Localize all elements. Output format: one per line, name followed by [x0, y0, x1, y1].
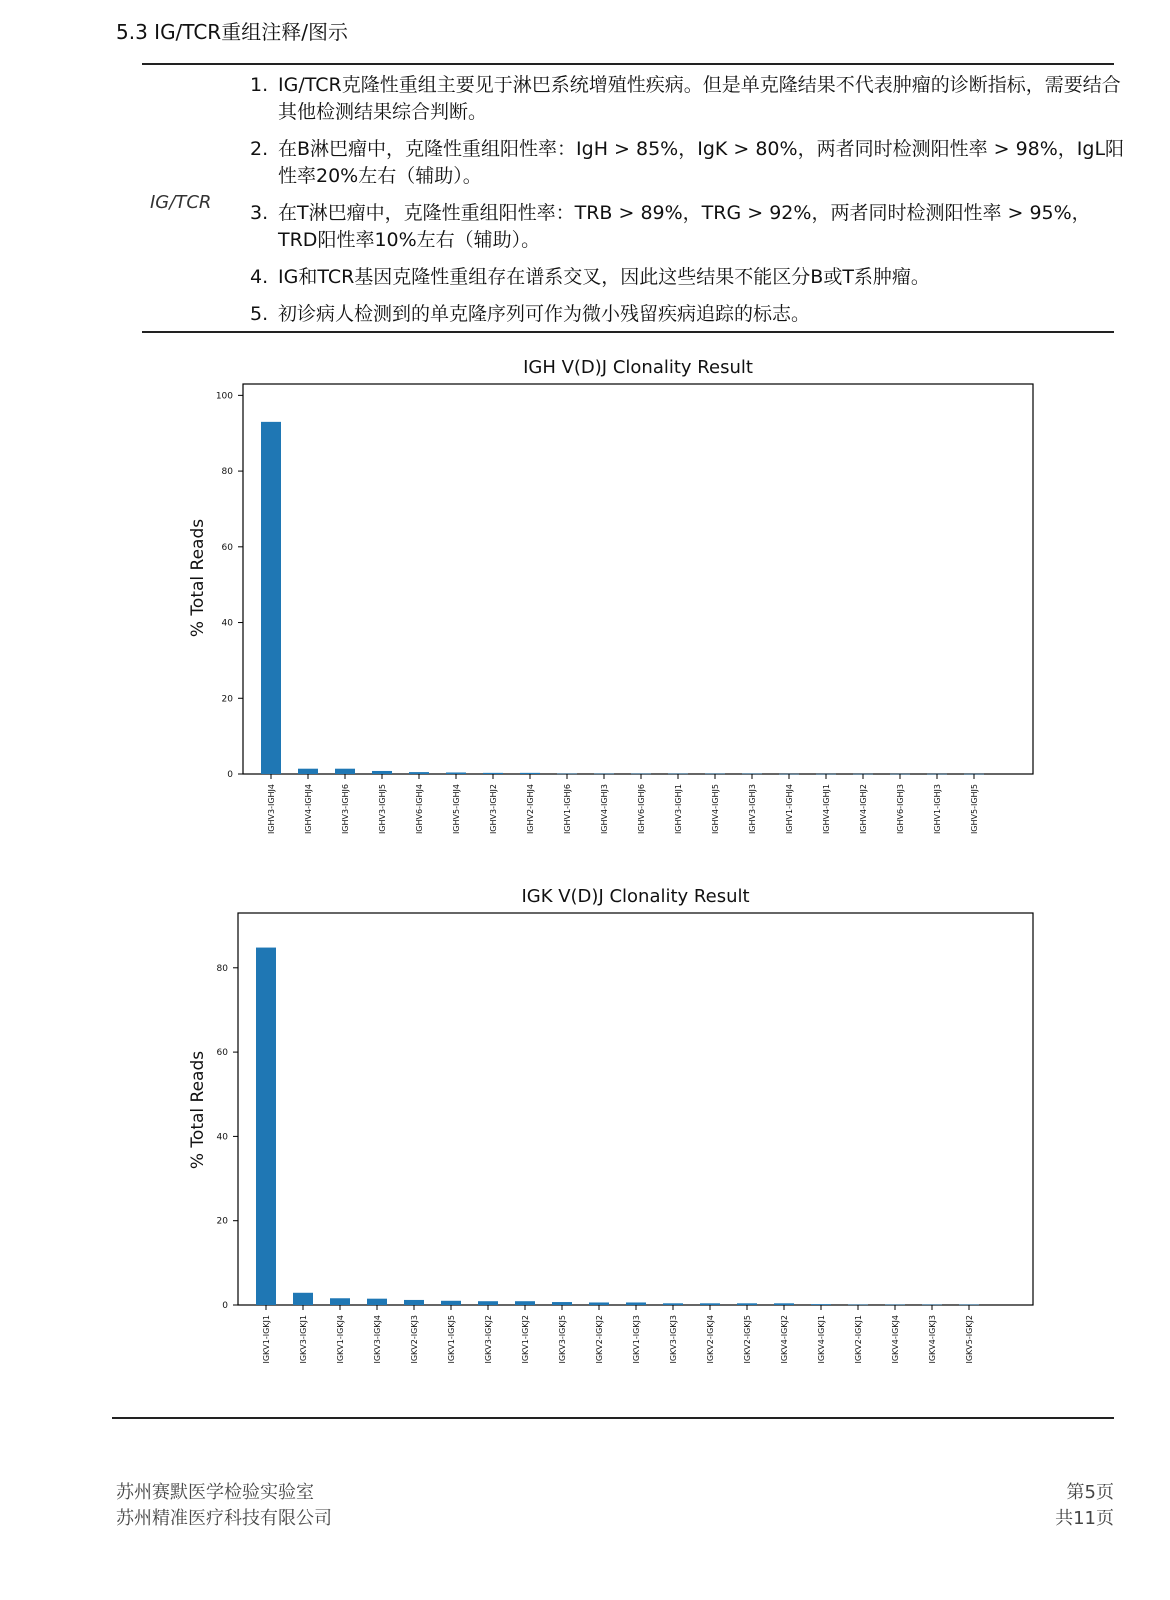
- igh-y-axis-label: % Total Reads: [188, 518, 208, 638]
- igk-bar: [256, 948, 276, 1305]
- igk-bar: [774, 1303, 794, 1305]
- igk-bar: [663, 1303, 683, 1305]
- igk-x-tick-label: IGKV3-IGKJ3: [669, 1315, 678, 1364]
- igh-plot-frame: [243, 384, 1033, 774]
- igh-x-tick-label: IGHV1-IGHJ3: [933, 784, 942, 835]
- igh-bar: [446, 772, 466, 774]
- igh-x-tick-label: IGHV4-IGHJ5: [711, 784, 720, 835]
- note-item: [250, 264, 1130, 291]
- note-number: 1.: [250, 74, 269, 96]
- igh-bar: [372, 771, 392, 774]
- igh-bar: [335, 769, 355, 774]
- igh-clonality-chart: [215, 384, 1043, 854]
- igk-x-tick-label: IGKV4-IGKJ1: [817, 1315, 826, 1364]
- igk-bar: [367, 1299, 387, 1305]
- note-number: 4.: [250, 266, 269, 288]
- igk-x-tick-label: IGKV2-IGKJ1: [854, 1315, 863, 1364]
- igk-x-tick-label: IGKV4-IGKJ4: [891, 1315, 900, 1364]
- igh-x-tick-label: IGHV1-IGHJ4: [785, 784, 794, 835]
- igh-x-tick-label: IGHV3-IGHJ5: [378, 784, 387, 835]
- igk-bar: [478, 1301, 498, 1305]
- igh-x-tick-label: IGHV3-IGHJ6: [341, 784, 350, 835]
- igk-y-tick-label: 40: [216, 1132, 228, 1143]
- igk-bar: [293, 1293, 313, 1305]
- igh-x-tick-label: IGHV6-IGHJ4: [415, 784, 424, 835]
- page-number: 第5页: [1066, 1482, 1114, 1503]
- note-item: [250, 136, 1130, 190]
- igh-bar: [520, 773, 540, 774]
- igh-x-tick-label: IGHV4-IGHJ3: [600, 784, 609, 835]
- igk-y-axis-label: % Total Reads: [188, 1050, 208, 1170]
- igk-x-tick-label: IGKV2-IGKJ2: [595, 1315, 604, 1364]
- notes-list: [250, 72, 1130, 338]
- igh-x-tick-label: IGHV3-IGHJ3: [748, 784, 757, 835]
- igh-y-tick-label: 40: [221, 618, 233, 629]
- footer-page-info: [1055, 1480, 1114, 1532]
- igh-y-tick-label: 100: [215, 391, 233, 402]
- igh-x-tick-label: IGHV3-IGHJ2: [489, 784, 498, 835]
- note-number: 3.: [250, 202, 269, 224]
- igk-x-tick-label: IGKV5-IGKJ2: [965, 1315, 974, 1364]
- igk-y-tick-label: 20: [216, 1216, 228, 1227]
- igh-x-tick-label: IGHV6-IGHJ6: [637, 784, 646, 835]
- top-rule: [142, 63, 1114, 65]
- section-title: 5.3 IG/TCR重组注释/图示: [116, 20, 348, 44]
- note-text: IG/TCR克隆性重组主要见于淋巴系统增殖性疾病。但是单克隆结果不代表肿瘤的诊断指标，需要结合其他检测结果综合判断。: [278, 74, 1121, 123]
- igk-bar: [589, 1302, 609, 1305]
- igk-plot-frame: [238, 913, 1033, 1305]
- igh-bar: [298, 769, 318, 774]
- note-text: 在B淋巴瘤中，克隆性重组阳性率：IgH > 85%，IgK > 80%，两者同时检测阳性率 > 98%，IgL阳性率20%左右（辅助）。: [278, 138, 1125, 187]
- footer-org-line-1: 苏州赛默医学检验实验室: [116, 1482, 314, 1503]
- igk-clonality-chart: [216, 913, 1038, 1383]
- igk-bar: [811, 1304, 831, 1305]
- igh-bar: [483, 773, 503, 774]
- igh-y-tick-label: 80: [221, 467, 233, 478]
- igk-x-tick-label: IGKV1-IGKJ3: [632, 1315, 641, 1364]
- igh-bar: [409, 772, 429, 774]
- igh-x-tick-label: IGHV5-IGHJ4: [452, 784, 461, 835]
- igh-x-tick-label: IGHV3-IGHJ4: [267, 784, 276, 835]
- igk-bar: [330, 1298, 350, 1305]
- footer-organization: [116, 1480, 332, 1532]
- igk-bar: [737, 1303, 757, 1305]
- igh-y-tick-label: 20: [221, 694, 233, 705]
- igk-bar: [700, 1303, 720, 1305]
- igh-y-tick-label: 0: [227, 770, 233, 780]
- igh-x-tick-label: IGHV3-IGHJ1: [674, 784, 683, 835]
- note-number: 2.: [250, 138, 269, 160]
- igk-x-tick-label: IGKV3-IGKJ4: [373, 1315, 382, 1364]
- igk-x-tick-label: IGKV2-IGKJ3: [410, 1315, 419, 1364]
- igh-y-tick-label: 60: [221, 542, 233, 553]
- igk-bar: [552, 1302, 572, 1305]
- igk-x-tick-label: IGKV1-IGKJ2: [521, 1315, 530, 1364]
- note-text: 初诊病人检测到的单克隆序列可作为微小残留疾病追踪的标志。: [278, 303, 811, 325]
- total-pages: 共11页: [1055, 1508, 1114, 1529]
- note-item: [250, 200, 1130, 254]
- igk-chart-title: IGK V(D)J Clonality Result: [521, 886, 750, 907]
- igk-x-tick-label: IGKV3-IGKJ5: [558, 1315, 567, 1364]
- note-item: [250, 301, 1130, 328]
- igh-x-tick-label: IGHV6-IGHJ3: [896, 784, 905, 835]
- note-number: 5.: [250, 303, 269, 325]
- igh-bar: [261, 422, 281, 774]
- igk-bar: [404, 1300, 424, 1305]
- igh-x-tick-label: IGHV4-IGHJ1: [822, 784, 831, 835]
- igh-x-tick-label: IGHV4-IGHJ4: [304, 784, 313, 835]
- igk-x-tick-label: IGKV2-IGKJ5: [743, 1315, 752, 1364]
- bottom-rule: [142, 331, 1114, 333]
- note-item: [250, 72, 1130, 126]
- igk-x-tick-label: IGKV1-IGKJ1: [262, 1315, 271, 1364]
- igk-y-tick-label: 80: [216, 963, 228, 974]
- footer-rule: [112, 1417, 1114, 1419]
- igk-x-tick-label: IGKV3-IGKJ1: [299, 1315, 308, 1364]
- igk-bar: [515, 1301, 535, 1305]
- side-label: IG/TCR: [150, 192, 212, 213]
- igk-y-tick-label: 60: [216, 1048, 228, 1059]
- igh-x-tick-label: IGHV1-IGHJ6: [563, 784, 572, 835]
- note-text: 在T淋巴瘤中，克隆性重组阳性率：TRB > 89%，TRG > 92%，两者同时检测阳性率 > 95%，TRD阳性率10%左右（辅助）。: [278, 202, 1091, 251]
- igk-bar: [626, 1302, 646, 1305]
- igh-chart-title: IGH V(D)J Clonality Result: [523, 357, 753, 378]
- igh-x-tick-label: IGHV5-IGHJ5: [970, 784, 979, 835]
- igk-x-tick-label: IGKV1-IGKJ4: [336, 1315, 345, 1364]
- igk-x-tick-label: IGKV3-IGKJ2: [484, 1315, 493, 1364]
- igh-x-tick-label: IGHV2-IGHJ4: [526, 784, 535, 835]
- igk-x-tick-label: IGKV4-IGKJ3: [928, 1315, 937, 1364]
- igk-x-tick-label: IGKV4-IGKJ2: [780, 1315, 789, 1364]
- igk-y-tick-label: 0: [222, 1301, 228, 1311]
- igk-x-tick-label: IGKV1-IGKJ5: [447, 1315, 456, 1364]
- note-text: IG和TCR基因克隆性重组存在谱系交叉，因此这些结果不能区分B或T系肿瘤。: [278, 266, 930, 288]
- footer-org-line-2: 苏州精准医疗科技有限公司: [116, 1508, 332, 1529]
- igh-x-tick-label: IGHV4-IGHJ2: [859, 784, 868, 835]
- igk-bar: [441, 1301, 461, 1305]
- igk-x-tick-label: IGKV2-IGKJ4: [706, 1315, 715, 1364]
